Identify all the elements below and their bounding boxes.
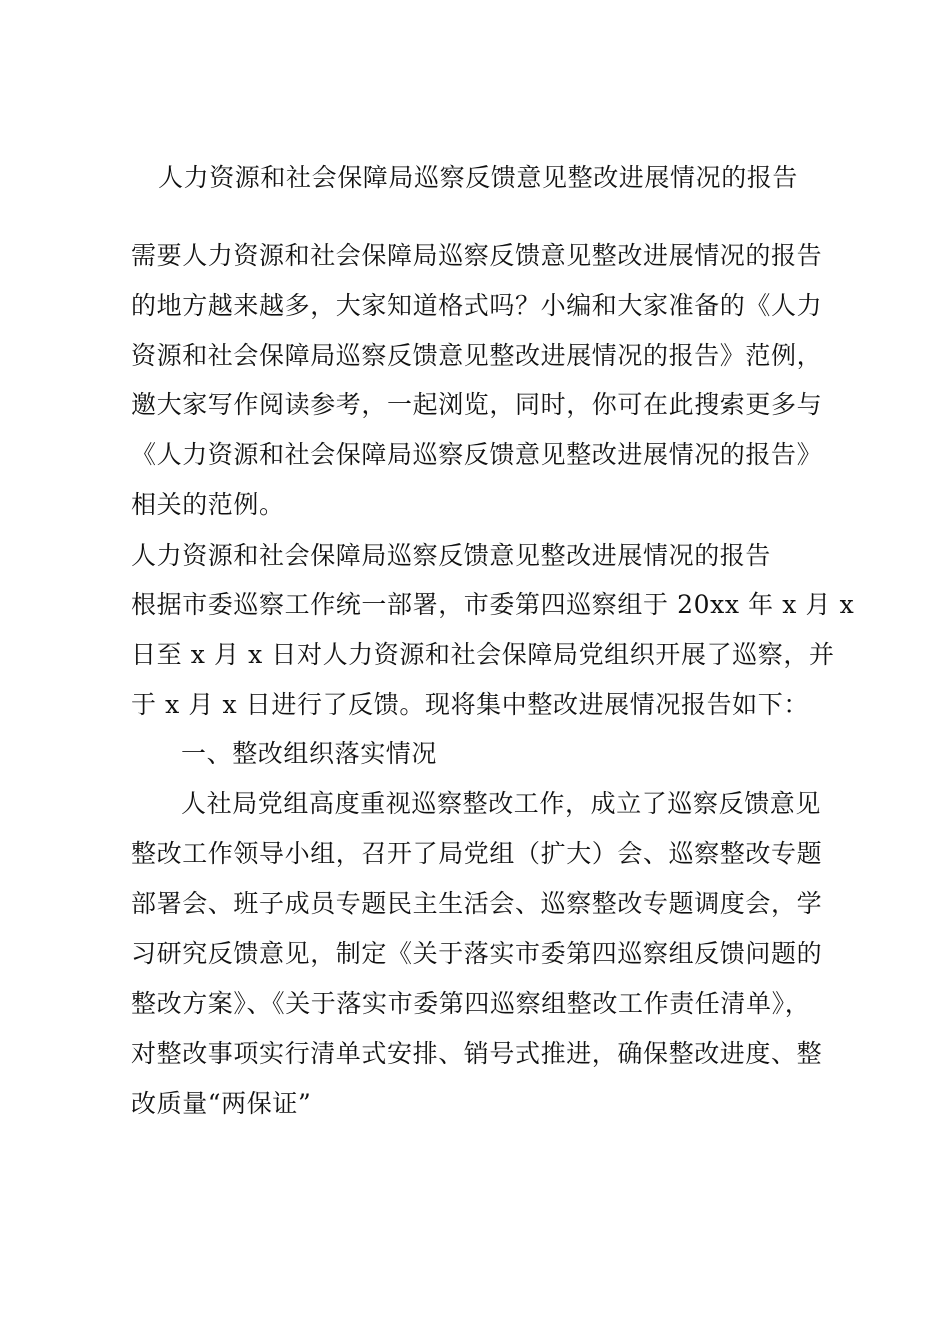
section-line-3: 部署会、班子成员专题民主生活会、巡察整改专题调度会，学 (131, 889, 823, 918)
intro-line-3: 资源和社会保障局巡察反馈意见整改进展情况的报告》范例， (131, 341, 823, 370)
intro-line-5: 《人力资源和社会保障局巡察反馈意见整改进展情况的报告》 (131, 440, 823, 469)
body-line-2: 日至 x 月 x 日对人力资源和社会保障局党组织开展了巡察，并 (131, 640, 835, 669)
section-heading: 一、整改组织落实情况 (181, 739, 438, 768)
section-line-1: 人社局党组高度重视巡察整改工作，成立了巡察反馈意见 (181, 789, 822, 818)
section-line-4: 习研究反馈意见，制定《关于落实市委第四巡察组反馈问题的 (131, 939, 823, 968)
section-line-6: 对整改事项实行清单式安排、销号式推进，确保整改进度、整 (131, 1039, 823, 1068)
body-line-1: 根据市委巡察工作统一部署，市委第四巡察组于 20xx 年 x 月 x (131, 590, 855, 619)
intro-line-4: 邀大家写作阅读参考，一起浏览，同时，你可在此搜索更多与 (131, 390, 823, 419)
intro-line-6: 相关的范例。 (131, 490, 285, 519)
intro-line-2: 的地方越来越多，大家知道格式吗？小编和大家准备的《人力 (131, 291, 823, 320)
section-line-5: 整改方案》、《关于落实市委第四巡察组整改工作责任清单》， (131, 989, 811, 1018)
document-title: 人力资源和社会保障局巡察反馈意见整改进展情况的报告 (158, 163, 799, 192)
section-line-7: 改质量“两保证” (131, 1089, 312, 1118)
intro-line-1: 需要人力资源和社会保障局巡察反馈意见整改进展情况的报告 (131, 241, 823, 270)
report-title: 人力资源和社会保障局巡察反馈意见整改进展情况的报告 (131, 541, 772, 570)
section-line-2: 整改工作领导小组，召开了局党组（扩大）会、巡察整改专题 (131, 839, 823, 868)
body-line-3: 于 x 月 x 日进行了反馈。现将集中整改进展情况报告如下： (131, 690, 809, 719)
